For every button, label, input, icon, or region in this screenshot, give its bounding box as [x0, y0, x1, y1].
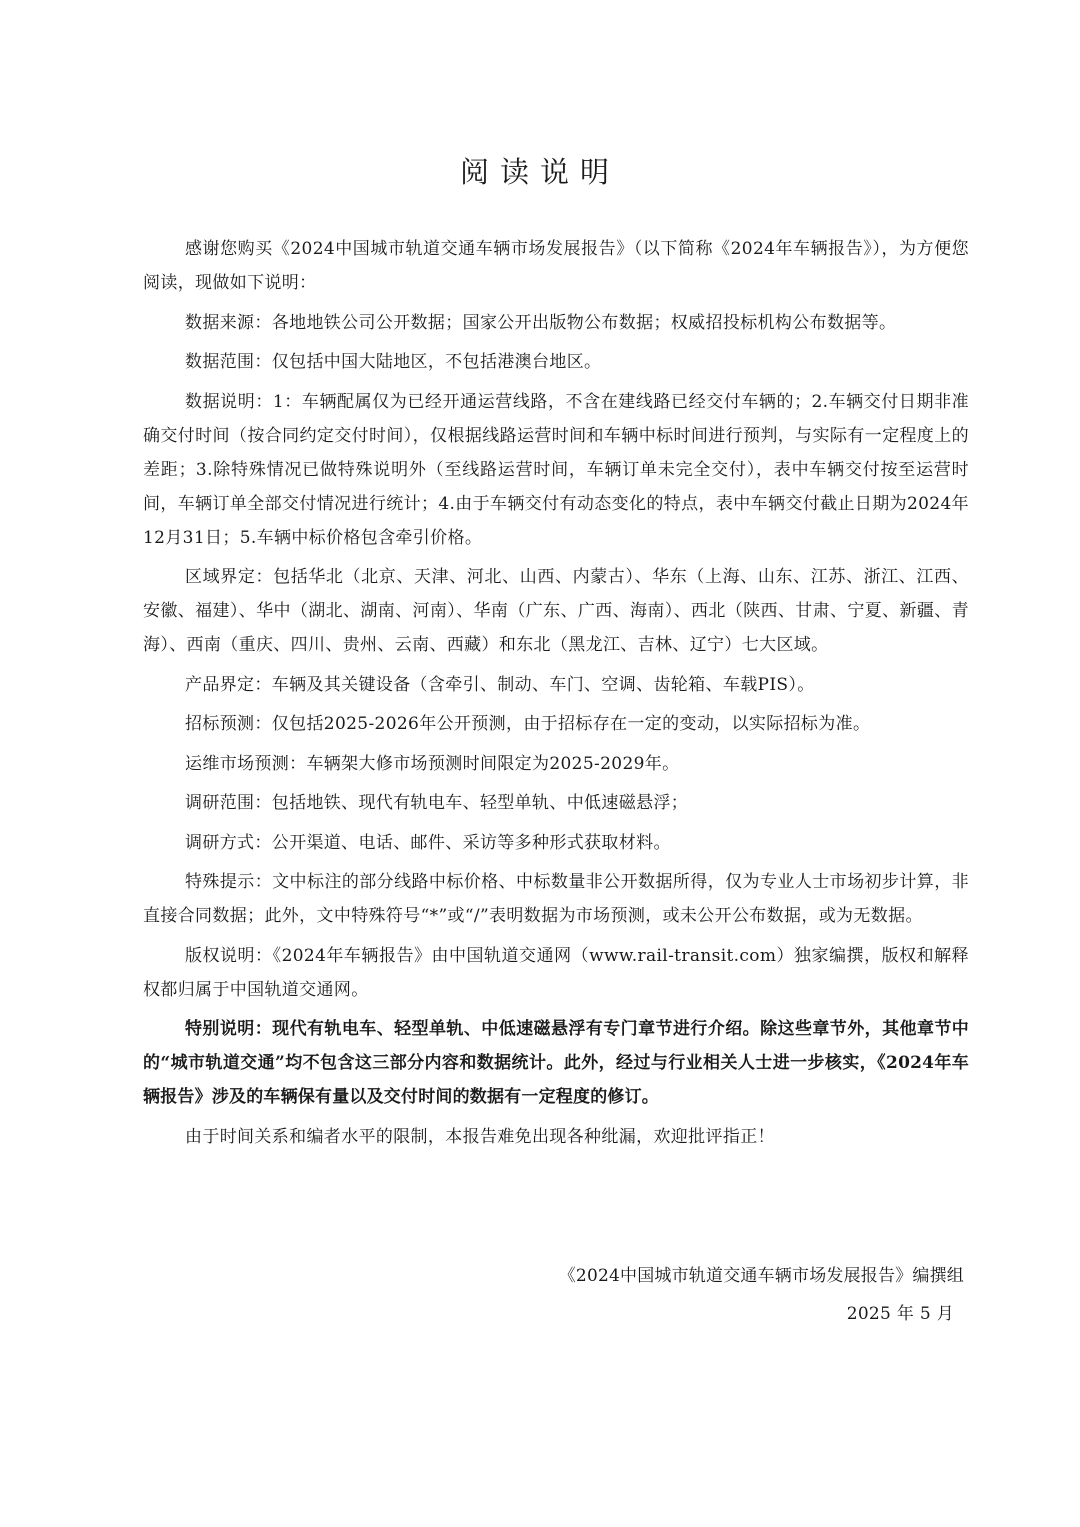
- paragraph-special-notice: 特殊提示：文中标注的部分线路中标价格、中标数量非公开数据所得，仅为专业人士市场初步计算，非直接合同数据；此外，文中特殊符号“*”或“/”表明数据为市场预测，或未公开公布数据，或为无数据。: [143, 872, 969, 926]
- paragraph-research-method: 调研方式：公开渠道、电话、邮件、采访等多种形式获取材料。: [185, 832, 671, 853]
- paragraph-data-notes: 数据说明：1：车辆配属仅为已经开通运营线路，不含在建线路已经交付车辆的；2.车辆交付日期非准确交付时间（按合同约定交付时间），仅根据线路运营时间和车辆中标时间进行预判，与实际有一定程度上的差距；3.除特殊情况已做特殊说明外（至线路运营时间，车辆订单未完全交付），表中车辆交付按至运营时间，车辆订单全部交付情况进行统计；4.由于车辆交付有动态变化的特点，表中车辆交付截止日期为2024年12月31日；5.车辆中标价格包含牵引价格。: [143, 391, 969, 548]
- paragraph-research-scope: 调研范围：包括地铁、现代有轨电车、轻型单轨、中低速磁悬浮；: [185, 793, 689, 813]
- paragraph-intro: 感谢您购买《2024中国城市轨道交通车辆市场发展报告》（以下简称《2024年车辆报告》），为方便您阅读，现做如下说明：: [143, 239, 969, 293]
- paragraph-copyright: 版权说明：《2024年车辆报告》由中国轨道交通网（www.rail-transit.com）独家编撰，版权和解释权都归属于中国轨道交通网。: [143, 945, 969, 1000]
- paragraph-product-definition: 产品界定：车辆及其关键设备（含牵引、制动、车门、空调、齿轮箱、车载PIS）。: [185, 674, 815, 695]
- page-title: 阅读说明: [459, 155, 620, 189]
- paragraph-region-definition: 区域界定：包括华北（北京、天津、河北、山西、内蒙古）、华东（上海、山东、江苏、浙江、江西、安徽、福建）、华中（湖北、湖南、河南）、华南（广东、广西、海南）、西北（陕西、甘肃、宁夏、新疆、青海）、西南（重庆、四川、贵州、云南、西藏）和东北（黑龙江、吉林、辽宁）七大区域。: [143, 567, 969, 655]
- body-text: [143, 232, 969, 1159]
- paragraph-tender-forecast: 招标预测：仅包括2025-2026年公开预测，由于招标存在一定的变动，以实际招标为准。: [185, 714, 871, 734]
- paragraph-maintenance-forecast: 运维市场预测：车辆架大修市场预测时间限定为2025-2029年。: [185, 753, 680, 774]
- date: 2025 年 5 月: [846, 1304, 954, 1324]
- paragraph-data-source: 数据来源：各地地铁公司公开数据；国家公开出版物公布数据；权威招投标机构公布数据等。: [185, 312, 897, 333]
- paragraph-data-scope: 数据范围：仅包括中国大陆地区，不包括港澳台地区。: [185, 352, 602, 372]
- paragraph-special-statement: 特别说明：现代有轨电车、轻型单轨、中低速磁悬浮有专门章节进行介绍。除这些章节外，其他章节中的“城市轨道交通”均不包含这三部分内容和数据统计。此外，经过与行业相关人士进一步核实，《2024年车辆报告》涉及的车辆保有量以及交付时间的数据有一定程度的修订。: [143, 1019, 969, 1107]
- signature: 《2024中国城市轨道交通车辆市场发展报告》编撰组: [558, 1266, 964, 1286]
- paragraph-closing: 由于时间关系和编者水平的限制，本报告难免出现各种纰漏，欢迎批评指正！: [185, 1126, 775, 1147]
